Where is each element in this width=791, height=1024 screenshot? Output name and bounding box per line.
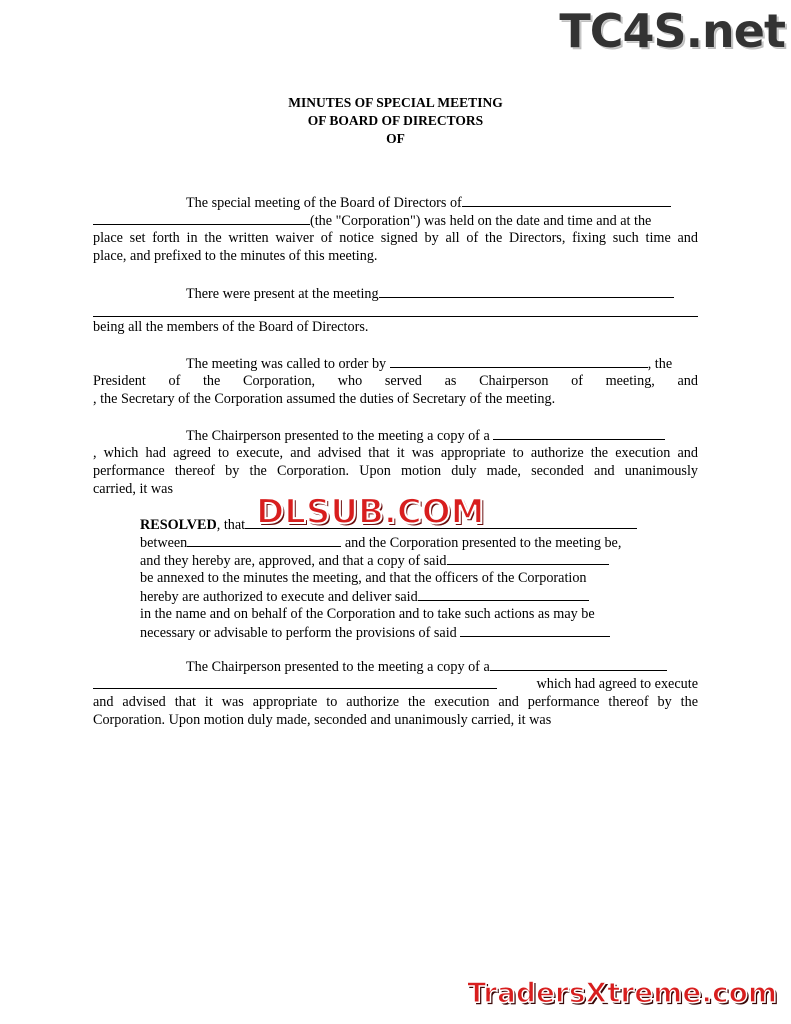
paragraph-1-line-3: place set forth in the written waiver of notice signed by all of the Directors, fixing such time and <box>93 230 698 246</box>
paragraph-2-line-3: being all the members of the Board of Directors. <box>93 319 369 335</box>
title-line-3: OF <box>386 131 405 146</box>
resolved-line-1: RESOLVED, that <box>140 515 637 533</box>
paragraph-4-line-1: The Chairperson presented to the meeting a copy of a <box>186 426 665 444</box>
title-line-1: MINUTES OF SPECIAL MEETING <box>288 95 503 110</box>
resolved-line-4: be annexed to the minutes the meeting, and that the officers of the Corporation <box>140 570 587 586</box>
resolved-line-6: in the name and on behalf of the Corporation and to take such actions as may be <box>140 606 595 622</box>
blank-resolved-party[interactable] <box>187 533 341 547</box>
paragraph-4-line-3: performance thereof by the Corporation. Upon motion duly made, seconded and unanimously <box>93 463 698 479</box>
blank-resolved-said-2[interactable] <box>418 587 589 601</box>
paragraph-1-line-2: (the "Corporation") was held on the date and time and at the <box>93 211 651 229</box>
blank-party-2[interactable] <box>93 675 497 689</box>
title-line-2: OF BOARD OF DIRECTORS <box>307 113 484 128</box>
blank-resolved-said-3[interactable] <box>460 623 610 637</box>
document-title <box>0 94 791 148</box>
blank-resolved-said-1[interactable] <box>447 551 609 565</box>
paragraph-1-line-1: The special meeting of the Board of Directors of <box>186 193 671 211</box>
resolved-line-5: hereby are authorized to execute and deliver said <box>140 587 589 605</box>
resolved-line-2: between and the Corporation presented to the meeting be, <box>140 535 622 551</box>
paragraph-5-line-2: which had agreed to execute <box>93 675 698 693</box>
resolved-line-7: necessary or advisable to perform the provisions of said <box>140 623 610 641</box>
resolved-label: RESOLVED <box>140 517 217 533</box>
resolved-line-3: and they hereby are, approved, and that a copy of said <box>140 551 609 569</box>
paragraph-4-line-2: , which had agreed to execute, and advised that it was appropriate to authorize the execution and <box>93 445 698 461</box>
paragraph-4-line-4: carried, it was <box>93 481 173 497</box>
blank-corporation-name-cont[interactable] <box>93 211 310 225</box>
watermark-tradersxtreme: TradersXtreme.com <box>467 976 777 1009</box>
blank-corporation-name[interactable] <box>462 193 671 207</box>
paragraph-5-line-3: and advised that it was appropriate to authorize the execution and performance thereof by the <box>93 694 698 710</box>
watermark-dlsub: DLSUB.COM <box>256 492 485 532</box>
paragraph-3-line-3: , the Secretary of the Corporation assumed the duties of Secretary of the meeting. <box>93 391 556 407</box>
blank-present-members[interactable] <box>379 284 674 298</box>
paragraph-2-line-1: There were present at the meeting <box>186 284 674 302</box>
paragraph-5-line-1: The Chairperson presented to the meeting a copy of a <box>186 657 667 675</box>
blank-document-1[interactable] <box>493 426 665 440</box>
paragraph-3-line-2: President of the Corporation, who served as Chairperson of meeting, and <box>93 373 698 389</box>
blank-document-2[interactable] <box>490 657 667 671</box>
blank-present-members-cont[interactable] <box>93 315 698 317</box>
blank-president-name[interactable] <box>390 354 648 368</box>
paragraph-3-line-1: The meeting was called to order by , the <box>186 356 673 372</box>
paragraph-1-line-4: place, and prefixed to the minutes of this meeting. <box>93 248 378 264</box>
watermark-tc4s: TC4S.net <box>559 4 785 58</box>
paragraph-5-line-4: Corporation. Upon motion duly made, seconded and unanimously carried, it was <box>93 712 552 728</box>
